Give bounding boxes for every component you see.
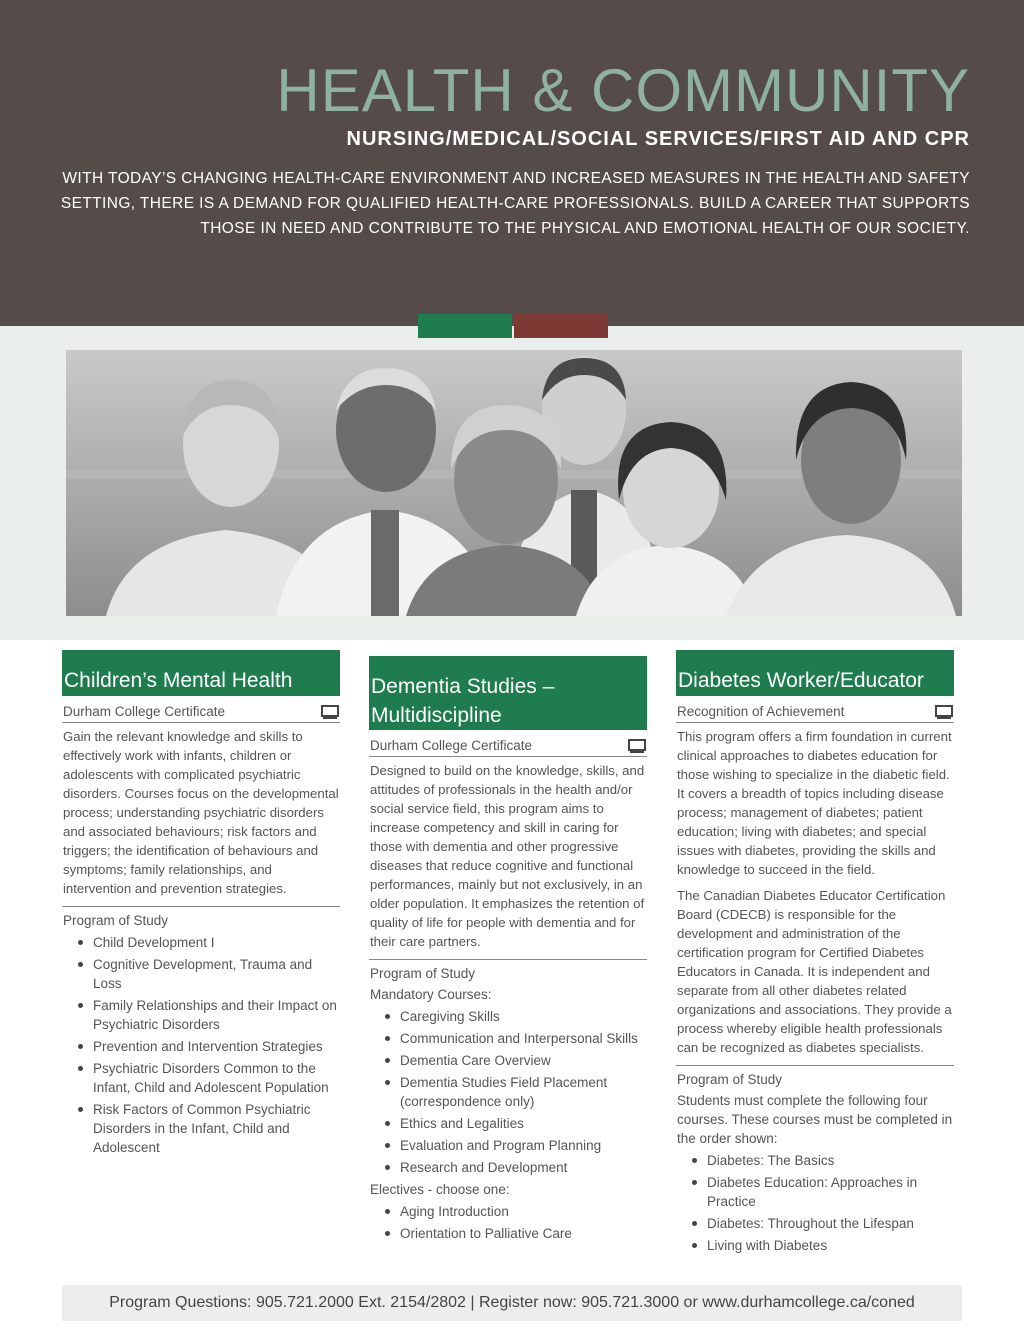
online-screen-icon (935, 705, 953, 719)
list-item: Aging Introduction (400, 1202, 647, 1221)
program-title: Children’s Mental Health (62, 650, 340, 696)
program-childrens-mental-health (62, 650, 340, 1160)
description-paragraph: This program offers a firm foundation in current clinical approaches to diabetes education for those wishing to specialize in the diabetic field. It covers a breadth of topics including disease process; management of diabetes; patient education; living with diabetes; and special issues with diabetes, providing the skills and knowledge to succeed in the field. (677, 729, 952, 877)
electives-label: Electives - choose one: (370, 1182, 510, 1197)
page-subtitle: NURSING/MEDICAL/SOCIAL SERVICES/FIRST AID AND CPR (346, 128, 970, 150)
list-item: Risk Factors of Common Psychiatric Disorders in the Infant, Child and Adolescent (93, 1100, 340, 1157)
description-paragraph: The Canadian Diabetes Educator Certification Board (CDECB) is responsible for the development and administration of the certification program for Certified Diabetes Educators in Canada. It is independent and separate from all other diabetes related organizations and associations. They provide a process whereby eligible health professionals can be recognized as diabetes specialists. (677, 888, 952, 1055)
course-list (369, 1007, 647, 1177)
divider (62, 906, 340, 907)
list-item: Diabetes: Throughout the Lifespan (707, 1214, 954, 1233)
list-item: Diabetes: The Basics (707, 1151, 954, 1170)
study-note: Students must complete the following four courses. These courses must be completed in the order shown: (677, 1093, 953, 1146)
accent-bar-red (514, 314, 608, 338)
course-list (62, 933, 340, 1157)
group-photo (66, 350, 962, 616)
list-item: Diabetes Education: Approaches in Practice (707, 1173, 954, 1211)
list-item: Orientation to Palliative Care (400, 1224, 647, 1243)
list-item: Living with Diabetes (707, 1236, 954, 1255)
divider (369, 959, 647, 960)
online-screen-icon (628, 739, 646, 753)
program-title: Diabetes Worker/Educator (676, 650, 954, 696)
study-label: Program of Study (63, 913, 169, 928)
list-item: Psychiatric Disorders Common to the Infant, Child and Adolescent Population (93, 1059, 340, 1097)
list-item: Evaluation and Program Planning (400, 1136, 647, 1155)
program-description: Designed to build on the knowledge, skills, and attitudes of professionals in the health and/or social service field, this program aims to increase competency and skill in caring for those with dementia and other progressive diseases that reduce cognitive and functional performances, mainly but not exclusively, in an older population. It emphasizes the retention of quality of life for people with dementia and for their care partners. (370, 763, 645, 949)
list-item: Ethics and Legalities (400, 1114, 647, 1133)
course-list (676, 1151, 954, 1255)
credential-label: Recognition of Achievement (677, 704, 845, 719)
credential-label: Durham College Certificate (370, 738, 533, 753)
list-item: Family Relationships and their Impact on Psychiatric Disorders (93, 996, 340, 1034)
program-diabetes-worker (676, 650, 954, 1258)
study-label: Program of Study (370, 966, 476, 981)
page-title: HEALTH & COMMUNITY (276, 57, 970, 124)
list-item: Communication and Interpersonal Skills (400, 1029, 647, 1048)
footer-contact: Program Questions: 905.721.2000 Ext. 2154/2802 | Register now: 905.721.3000 or www.durhamcollege.ca/coned (62, 1285, 962, 1321)
list-item: Cognitive Development, Trauma and Loss (93, 955, 340, 993)
list-item: Research and Development (400, 1158, 647, 1177)
mandatory-label: Mandatory Courses: (370, 987, 492, 1002)
divider (676, 1065, 954, 1066)
online-screen-icon (321, 705, 339, 719)
list-item: Child Development I (93, 933, 340, 952)
accent-bar-green (418, 314, 512, 338)
credential-row (369, 730, 647, 757)
program-description (677, 727, 953, 1057)
study-label: Program of Study (677, 1072, 783, 1087)
header-band (0, 0, 1024, 326)
credential-row (676, 696, 954, 723)
elective-list (369, 1202, 647, 1243)
list-item: Prevention and Intervention Strategies (93, 1037, 340, 1056)
program-title: Dementia Studies – Multidiscipline (369, 656, 647, 730)
credential-label: Durham College Certificate (63, 704, 226, 719)
list-item: Dementia Studies Field Placement (correspondence only) (400, 1073, 647, 1111)
intro-text: WITH TODAY’S CHANGING HEALTH-CARE ENVIRONMENT AND INCREASED MEASURES IN THE HEALTH AND SAFETY SETTING, THERE IS A DEMAND FOR QUALIFIED HEALTH-CARE PROFESSIONALS. BUILD A CAREER THAT SUPPORTS THOSE IN NEED AND CONTRIBUTE TO THE PHYSICAL AND EMOTIONAL HEALTH OF OUR SOCIETY. (60, 170, 970, 237)
credential-row (62, 696, 340, 723)
list-item: Caregiving Skills (400, 1007, 647, 1026)
program-dementia-studies (369, 650, 647, 1246)
list-item: Dementia Care Overview (400, 1051, 647, 1070)
program-description: Gain the relevant knowledge and skills to effectively work with infants, children or adolescents with complicated psychiatric disorders. Courses focus on the developmental process; understanding psychiatric disorders and associated behaviours; risk factors and triggers; the identification of behaviours and symptoms; family relationships, and intervention and prevention strategies. (63, 729, 339, 896)
